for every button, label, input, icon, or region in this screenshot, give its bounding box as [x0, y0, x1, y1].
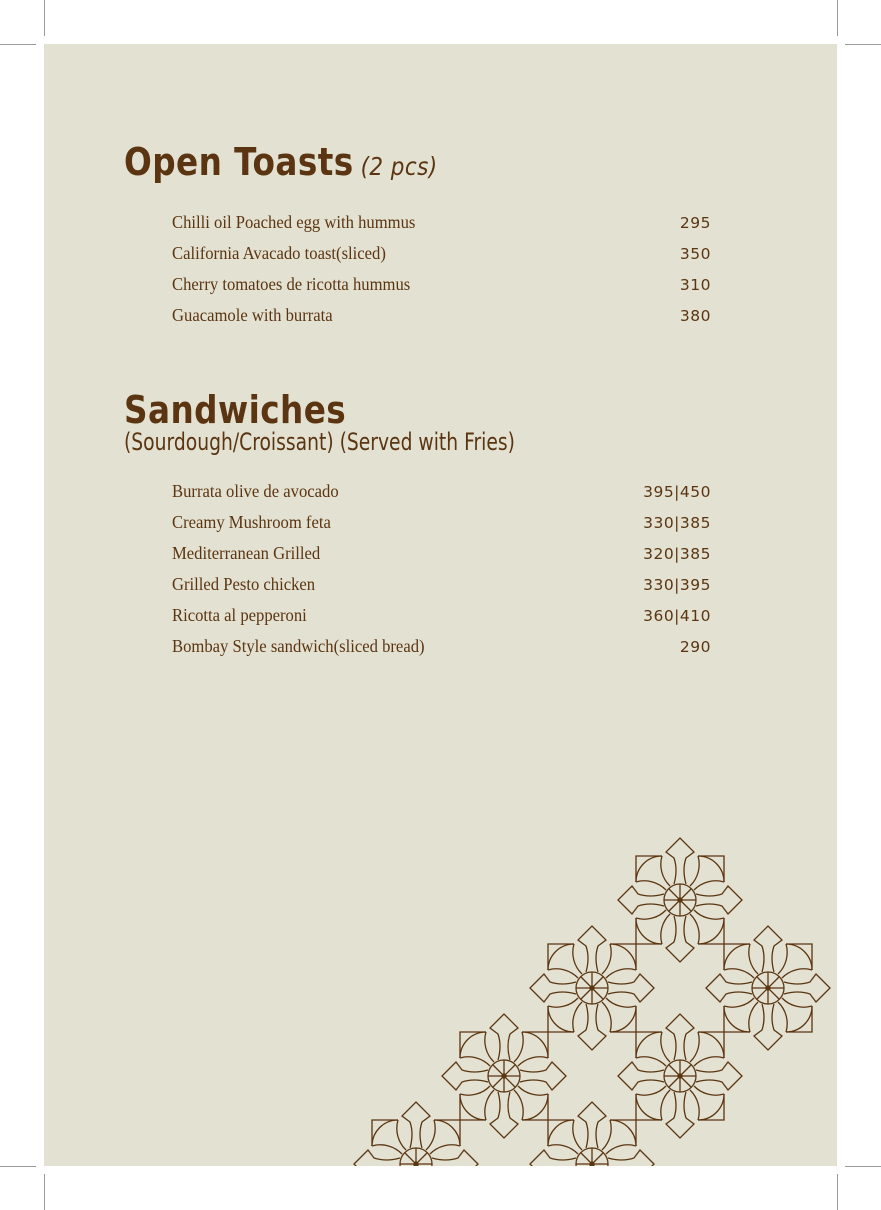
decorative-pattern — [44, 44, 837, 1166]
item-name: Mediterranean Grilled — [172, 543, 321, 563]
section-title-note: (2 pcs) — [360, 152, 438, 181]
crop-mark — [44, 0, 45, 36]
item-name: Ricotta al pepperoni — [172, 605, 307, 625]
item-price: 350 — [679, 245, 711, 263]
crop-mark — [837, 0, 838, 36]
item-name: Chilli oil Poached egg with hummus — [172, 212, 416, 232]
crop-mark — [845, 44, 881, 45]
item-price: 395|450 — [643, 483, 711, 501]
item-name: Grilled Pesto chicken — [172, 574, 316, 594]
item-price: 360|410 — [643, 607, 711, 625]
section-subtitle: (Sourdough/Croissant) (Served with Fries) — [124, 428, 515, 456]
crop-mark — [44, 1174, 45, 1210]
crop-mark — [0, 1166, 36, 1167]
crop-mark — [845, 1166, 881, 1167]
item-name: Burrata olive de avocado — [172, 481, 339, 501]
item-name: Cherry tomatoes de ricotta hummus — [172, 274, 411, 294]
item-name: Creamy Mushroom feta — [172, 512, 331, 532]
item-price: 310 — [679, 276, 711, 294]
section-title-text: Sandwiches — [124, 388, 347, 432]
item-price: 330|395 — [643, 576, 711, 594]
item-price: 330|385 — [643, 514, 711, 532]
item-price: 380 — [679, 307, 711, 325]
item-price: 295 — [679, 214, 711, 232]
menu-page — [44, 44, 837, 1166]
crop-mark — [0, 44, 36, 45]
item-name: Bombay Style sandwich(sliced bread) — [172, 636, 425, 656]
item-name: Guacamole with burrata — [172, 305, 333, 325]
crop-mark — [837, 1174, 838, 1210]
section-title-text: Open Toasts — [124, 140, 354, 184]
item-price: 320|385 — [643, 545, 711, 563]
item-name: California Avacado toast(sliced) — [172, 243, 386, 263]
item-price: 290 — [679, 638, 711, 656]
